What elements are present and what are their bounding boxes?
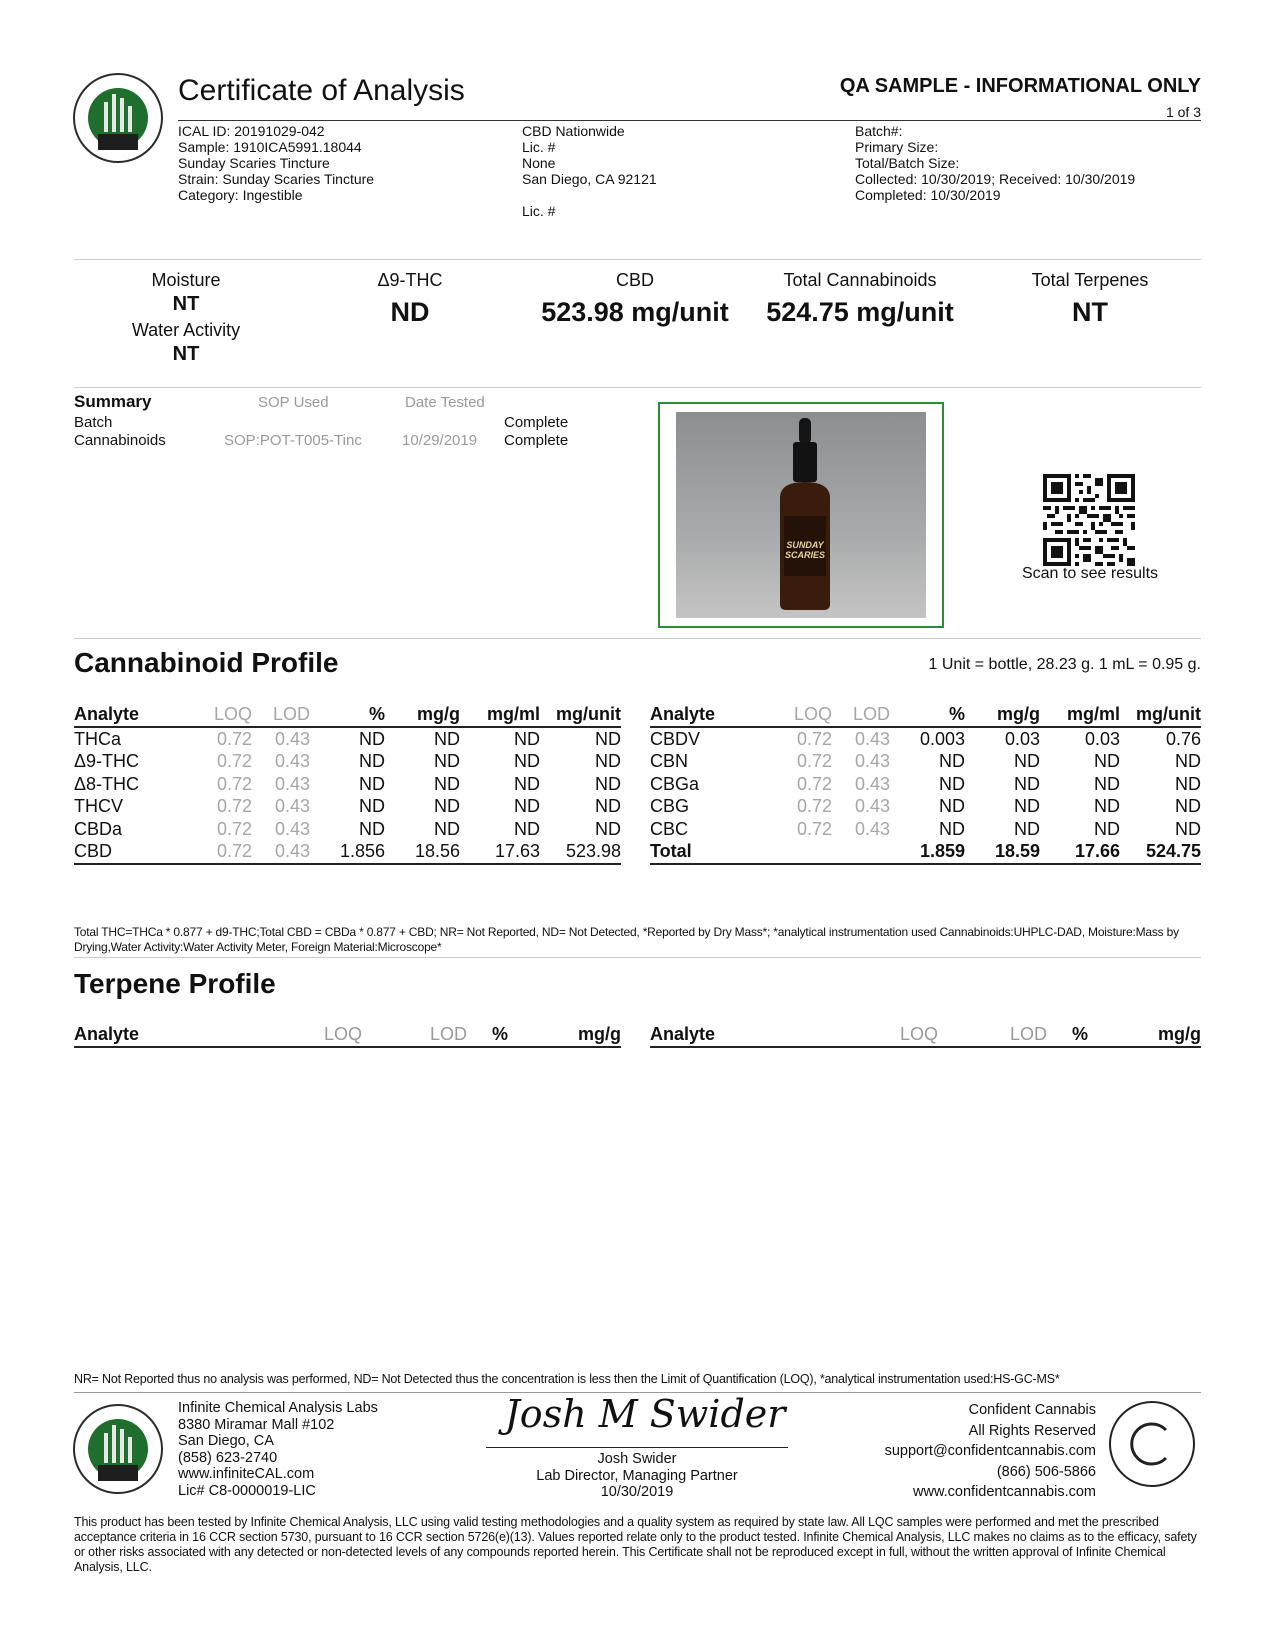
metric-total-terpenes: Total Terpenes NT	[1031, 270, 1149, 327]
cannabinoid-footnote: Total THC=THCa * 0.877 + d9-THC;Total CBD = CBDa * 0.877 + CBD; NR= Not Reported, ND= Not Detected, *Reported by Dry Mass*; *analytical instrumentation used Cannabinoids:UHPLC-DAD, Moisture:Mass by Drying,Water Activity:Water Activity Meter, Foreign Material:Microscope*	[74, 925, 1179, 954]
product-photo-frame	[658, 402, 944, 628]
table-header	[650, 704, 1201, 727]
batch-info: Batch#: Primary Size: Total/Batch Size: Collected: 10/30/2019; Received: 10/30/2019 Completed: 10/30/2019	[855, 123, 1136, 203]
date-header: Date Tested	[405, 394, 485, 411]
cc-website-link[interactable]: www.confidentcannabis.com	[913, 1484, 1096, 1500]
col-loq: LOQ	[774, 704, 832, 727]
cannabinoid-table-left	[74, 704, 621, 865]
qr-code[interactable]	[1043, 474, 1135, 566]
terpene-title: Terpene Profile	[74, 968, 276, 999]
summary-row: Batch Cannabinoids	[74, 414, 166, 449]
table-row: THCa 0.72 0.43 ND ND ND ND	[74, 728, 621, 749]
page-number: 1 of 3	[1165, 104, 1201, 120]
table-row: Δ8-THC 0.72 0.43 ND ND ND ND	[74, 773, 621, 794]
table-row: Δ9-THC 0.72 0.43 ND ND ND ND	[74, 751, 621, 772]
cannabinoid-title: Cannabinoid Profile	[74, 647, 339, 678]
table-row: CBD 0.72 0.43 1.856 18.56 17.63 523.98	[74, 841, 621, 865]
table-row: CBGa 0.72 0.43 ND ND ND ND	[650, 773, 1201, 794]
table-row: CBDV 0.72 0.43 0.003 0.03 0.03 0.76	[650, 728, 1201, 749]
footer-note: NR= Not Reported thus no analysis was performed, ND= Not Detected thus the concentration is less then the Limit of Quantification (LOQ), *analytical instrumentation used:HS-GC-MS*	[74, 1372, 1060, 1386]
qa-banner: QA SAMPLE - INFORMATIONAL ONLY	[839, 75, 1201, 97]
terpene-header-left: Analyte LOQ LOD % mg/g	[74, 1024, 621, 1048]
col-mg-ml: mg/ml	[1040, 704, 1120, 727]
col-mg-g: mg/g	[385, 704, 460, 727]
cannabinoid-table-right	[650, 704, 1201, 865]
table-row: THCV 0.72 0.43 ND ND ND ND	[74, 796, 621, 817]
col-percent: %	[890, 704, 965, 727]
metric-cbd: CBD 523.98 mg/unit	[541, 270, 729, 327]
confident-cannabis-logo	[1108, 1400, 1196, 1488]
table-row: CBC 0.72 0.43 ND ND ND ND	[650, 818, 1201, 839]
metric-total-cannabinoids: Total Cannabinoids 524.75 mg/unit	[766, 270, 954, 327]
client-info: CBD Nationwide Lic. # None San Diego, CA 92121 Lic. #	[522, 123, 657, 219]
total-row: Total 1.859 18.59 17.66 524.75	[650, 841, 1201, 865]
metric-thc: Δ9-THC ND	[377, 270, 443, 327]
table-row: CBG 0.72 0.43 ND ND ND ND	[650, 796, 1201, 817]
summary-title: Summary	[74, 392, 152, 411]
sample-info: ICAL ID: 20191029-042 Sample: 1910ICA5991.18044 Sunday Scaries Tincture Strain: Sunday Scaries Tincture Category: Ingestible	[178, 123, 375, 203]
disclaimer: This product has been tested by Infinite Chemical Analysis, LLC using valid testing methodologies and a quality system as required by state law. All LQC samples were performed and met the prescribed acceptance criteria in 16 CCR section 5730, pursuant to 16 CCR section 5726(e)(13). Values reported relate only to the product tested. Infinite Chemical Analysis, LLC makes no claims as to the efficacy, safety or other risks associated with any detected or non-detected levels of any compounds reported herein. This Certificate shall not be reproduced except in full, without the written approval of Infinite Chemical Analysis, LLC.	[74, 1515, 1197, 1574]
col-lod: LOD	[252, 704, 310, 727]
col-loq: LOQ	[194, 704, 252, 727]
col-analyte: Analyte	[650, 704, 774, 727]
cc-contact: Confident Cannabis All Rights Reserved support@confidentcannabis.com (866) 506-5866 www.confidentcannabis.com	[885, 1400, 1096, 1503]
lab-address: Infinite Chemical Analysis Labs 8380 Miramar Mall #102 San Diego, CA (858) 623-2740 www.infiniteCAL.com Lic# C8-0000019-LIC	[178, 1400, 378, 1499]
summary-sop: SOP:POT-T005-Tinc	[224, 432, 362, 449]
sop-header: SOP Used	[258, 394, 329, 411]
lab-logo-footer	[72, 1403, 164, 1495]
signature: Josh M Swider	[504, 1392, 786, 1436]
lab-logo	[72, 72, 164, 164]
col-mg-unit: mg/unit	[540, 704, 621, 727]
support-email-link[interactable]: support@confidentcannabis.com	[884, 1443, 1096, 1459]
table-row: CBDa 0.72 0.43 ND ND ND ND	[74, 818, 621, 839]
col-lod: LOD	[832, 704, 890, 727]
summary-status: Complete Complete	[504, 414, 569, 449]
product-label: SUNDAY SCARIES	[784, 540, 825, 560]
summary-date: 10/29/2019	[402, 432, 478, 449]
product-photo	[676, 412, 926, 618]
col-percent: %	[310, 704, 385, 727]
col-mg-g: mg/g	[965, 704, 1040, 727]
table-row: CBN 0.72 0.43 ND ND ND ND	[650, 751, 1201, 772]
col-mg-ml: mg/ml	[460, 704, 540, 727]
signer-info: Josh Swider Lab Director, Managing Partner 10/30/2019	[536, 1451, 738, 1500]
table-header	[74, 704, 621, 727]
terpene-header-right: Analyte LOQ LOD % mg/g	[650, 1024, 1201, 1048]
qr-caption: Scan to see results	[1021, 565, 1159, 582]
page-title: Certificate of Analysis	[178, 74, 465, 107]
metric-moisture: Moisture NT Water Activity NT	[131, 270, 241, 365]
col-mg-unit: mg/unit	[1120, 704, 1201, 727]
unit-note: 1 Unit = bottle, 28.23 g. 1 mL = 0.95 g.	[928, 656, 1201, 673]
col-analyte: Analyte	[74, 704, 194, 727]
